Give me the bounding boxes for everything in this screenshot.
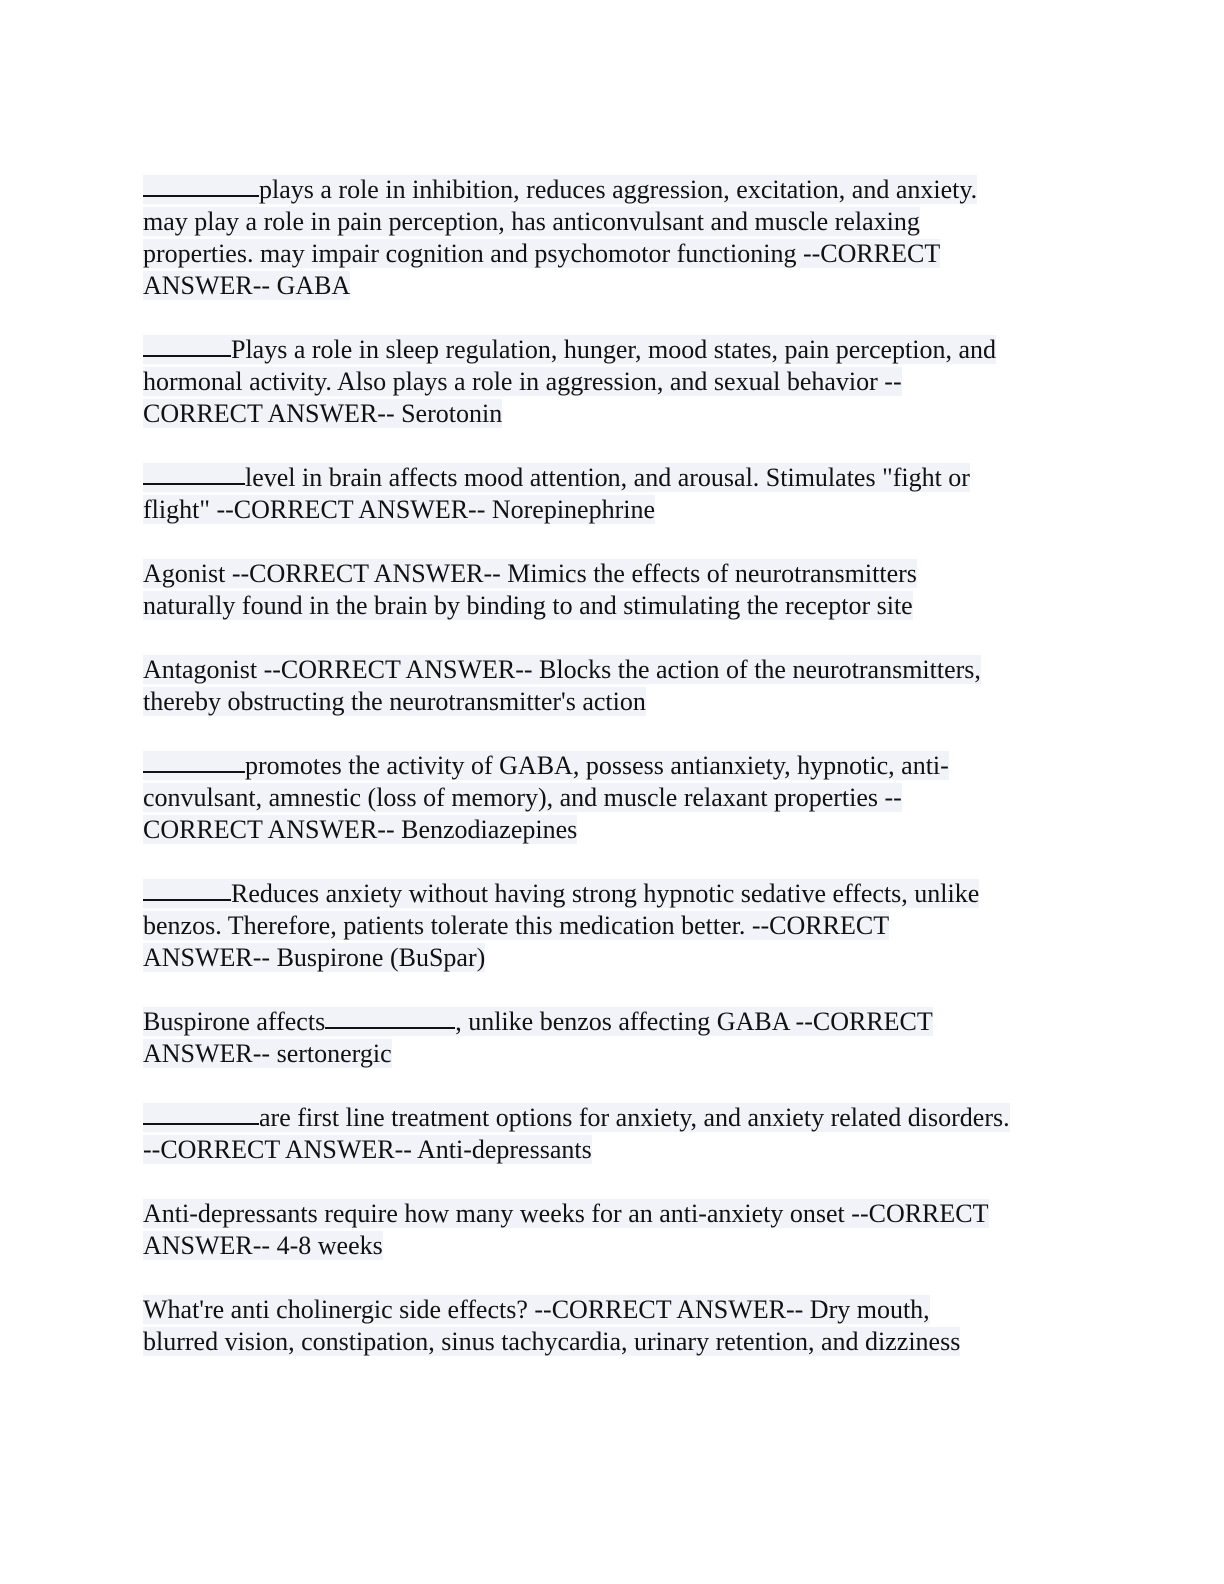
flashcard-buspirone — [143, 878, 1078, 974]
text-line: Antagonist --CORRECT ANSWER-- Blocks the action of the neurotransmitters, — [143, 655, 981, 684]
text-line: are first line treatment options for anxiety, and anxiety related disorders. — [259, 1103, 1010, 1132]
answer-blank — [143, 463, 245, 485]
text-line: Plays a role in sleep regulation, hunger, mood states, pain perception, and — [231, 335, 997, 364]
text-line: convulsant, amnestic (loss of memory), and muscle relaxant properties -- — [143, 783, 902, 812]
flashcard-benzodiazepines — [143, 750, 1078, 846]
flashcard-buspirone-affects — [143, 1006, 1078, 1070]
text-line: promotes the activity of GABA, possess antianxiety, hypnotic, anti- — [245, 751, 949, 780]
flashcard-anticholinergic — [143, 1294, 1078, 1358]
text-line: , unlike benzos affecting GABA --CORRECT — [455, 1007, 933, 1036]
flashcard-agonist — [143, 558, 1078, 622]
answer-blank — [143, 751, 245, 773]
text-line: CORRECT ANSWER-- Benzodiazepines — [143, 815, 578, 844]
text-line: flight" --CORRECT ANSWER-- Norepinephrine — [143, 495, 656, 524]
flashcard-gaba — [143, 174, 1078, 302]
text-line: Buspirone affects — [143, 1007, 326, 1036]
flashcard-serotonin — [143, 334, 1078, 430]
text-line: ANSWER-- sertonergic — [143, 1039, 392, 1068]
text-line: naturally found in the brain by binding to and stimulating the receptor site — [143, 591, 913, 620]
answer-blank — [143, 879, 231, 901]
text-line: Agonist --CORRECT ANSWER-- Mimics the effects of neurotransmitters — [143, 559, 917, 588]
text-line: Reduces anxiety without having strong hypnotic sedative effects, unlike — [231, 879, 980, 908]
text-line: level in brain affects mood attention, and arousal. Stimulates "fight or — [245, 463, 970, 492]
text-line: CORRECT ANSWER-- Serotonin — [143, 399, 503, 428]
text-line: ANSWER-- 4-8 weeks — [143, 1231, 383, 1260]
answer-blank — [143, 1103, 259, 1125]
text-line: benzos. Therefore, patients tolerate this medication better. --CORRECT — [143, 911, 890, 940]
answer-blank — [325, 1007, 455, 1029]
answer-blank — [143, 175, 259, 197]
flashcard-norepinephrine — [143, 462, 1078, 526]
flashcard-onset-weeks — [143, 1198, 1078, 1262]
text-line: blurred vision, constipation, sinus tachycardia, urinary retention, and dizziness — [143, 1327, 961, 1356]
text-line: plays a role in inhibition, reduces aggression, excitation, and anxiety. — [259, 175, 978, 204]
flashcard-antagonist — [143, 654, 1078, 718]
flashcard-anti-depressants — [143, 1102, 1078, 1166]
text-line: may play a role in pain perception, has anticonvulsant and muscle relaxing — [143, 207, 920, 236]
text-line: thereby obstructing the neurotransmitter's action — [143, 687, 646, 716]
text-line: ANSWER-- Buspirone (BuSpar) — [143, 943, 486, 972]
answer-blank — [143, 335, 231, 357]
text-line: ANSWER-- GABA — [143, 271, 351, 300]
text-line: --CORRECT ANSWER-- Anti-depressants — [143, 1135, 592, 1164]
text-line: properties. may impair cognition and psychomotor functioning --CORRECT — [143, 239, 941, 268]
text-line: hormonal activity. Also plays a role in aggression, and sexual behavior -- — [143, 367, 902, 396]
flashcard-list — [143, 174, 1078, 1390]
text-line: What're anti cholinergic side effects? --CORRECT ANSWER-- Dry mouth, — [143, 1295, 930, 1324]
text-line: Anti-depressants require how many weeks for an anti-anxiety onset --CORRECT — [143, 1199, 989, 1228]
